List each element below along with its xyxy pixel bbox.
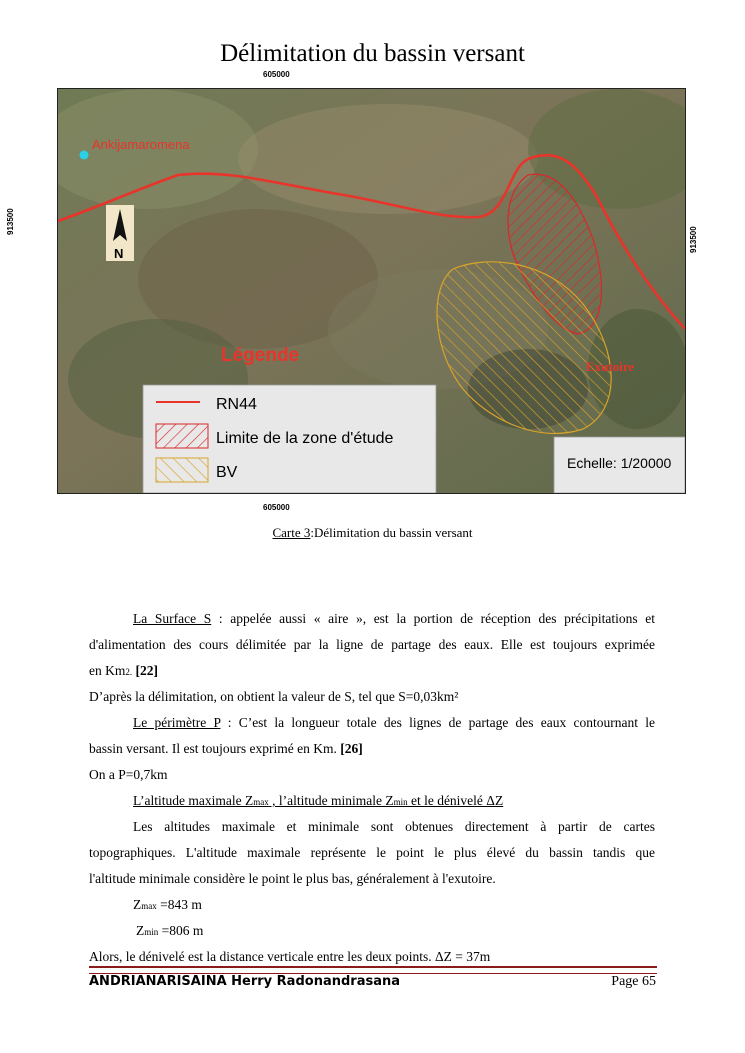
altitude-line-1: Les altitudes maximale et minimale sont obtenues directement à partir de cartes bbox=[133, 819, 655, 834]
legend-title: Légende bbox=[221, 345, 300, 366]
legend-item-road: RN44 bbox=[216, 396, 257, 413]
zmin-line bbox=[89, 918, 655, 945]
altitude-heading-a-sub: max bbox=[253, 797, 269, 807]
surface-unit-sub: 2. bbox=[125, 667, 133, 677]
map-caption bbox=[0, 525, 745, 541]
delta-line: Alors, le dénivelé est la distance verticale entre les deux points. ΔZ = 37m bbox=[89, 949, 491, 964]
terrain-patch bbox=[238, 104, 538, 214]
altitude-line-2: topographiques. L'altitude maximale représente le point le plus élevé du bassin tandis que bbox=[89, 845, 655, 860]
legend-item-zone: Limite de la zone d'étude bbox=[216, 430, 394, 447]
scale-box bbox=[554, 437, 685, 493]
legend-item-bv: BV bbox=[216, 464, 238, 481]
coord-left-label: 913500 bbox=[6, 208, 15, 235]
place-dot bbox=[80, 151, 89, 160]
surface-unit: en Km bbox=[89, 663, 126, 678]
surface-line-1 bbox=[89, 606, 655, 632]
north-arrow-icon bbox=[106, 205, 134, 261]
footer-page-number: Page 65 bbox=[611, 974, 656, 989]
zmax-sub: max bbox=[141, 901, 157, 911]
zmin-sub: min bbox=[144, 927, 159, 937]
caption-ref: Carte 3 bbox=[272, 525, 311, 540]
perimeter-value: On a P=0,7km bbox=[89, 767, 168, 782]
footer-author: ANDRIANARISAINA Herry Radonandrasana bbox=[89, 974, 401, 989]
zmax-z: Z bbox=[133, 897, 142, 912]
surface-line-2: d'alimentation des cours délimitée par la ligne de partage des eaux. Elle est toujours exprimée bbox=[89, 637, 655, 652]
perimeter-reference: [26] bbox=[340, 741, 363, 756]
surface-text-1: : appelée aussi « aire », est la portion de réception des précipitations et bbox=[211, 611, 655, 626]
coord-top-label: 605000 bbox=[263, 70, 290, 79]
watershed-map bbox=[57, 88, 686, 494]
perimeter-line-2 bbox=[89, 736, 655, 762]
coord-bottom-label: 605000 bbox=[263, 503, 290, 512]
zmax-line bbox=[89, 892, 655, 919]
altitude-heading-text bbox=[133, 793, 503, 808]
legend-zone-swatch bbox=[156, 424, 208, 448]
altitude-heading bbox=[89, 788, 655, 815]
zmin-value: =806 m bbox=[158, 923, 204, 938]
altitude-heading-c: et le dénivelé ΔZ bbox=[407, 793, 504, 808]
surface-term: La Surface S bbox=[133, 611, 212, 626]
zmax-value: =843 m bbox=[156, 897, 202, 912]
coord-right-label: 913500 bbox=[689, 226, 698, 253]
caption-text: :Délimitation du bassin versant bbox=[310, 525, 473, 540]
altitude-heading-a: L’altitude maximale Z bbox=[133, 793, 254, 808]
footer-divider bbox=[89, 966, 657, 974]
map-title: Délimitation du bassin versant bbox=[220, 40, 525, 67]
altitude-heading-b: , l’altitude minimale Z bbox=[268, 793, 394, 808]
outlet-label: Exutoire bbox=[586, 359, 635, 374]
perimeter-text-1: : C’est la longueur totale des lignes de partage des eaux contournant le bbox=[220, 715, 655, 730]
altitude-heading-b-sub: min bbox=[393, 797, 408, 807]
place-label: Ankijamaromena bbox=[92, 137, 190, 152]
surface-reference: [22] bbox=[135, 663, 158, 678]
altitude-line-3: l'altitude minimale considère le point le plus bas, généralement à l'exutoire. bbox=[89, 871, 496, 886]
legend-box bbox=[143, 385, 436, 493]
surface-line-3 bbox=[89, 658, 655, 685]
perimeter-term: Le périmètre P bbox=[133, 715, 221, 730]
north-label: N bbox=[114, 246, 124, 261]
scale-label: Echelle: 1/20000 bbox=[567, 455, 672, 471]
perimeter-text-2: bassin versant. Il est toujours exprimé en Km. bbox=[89, 741, 341, 756]
perimeter-line-1 bbox=[89, 710, 655, 736]
zmin-z: Z bbox=[136, 923, 145, 938]
surface-value: D’après la délimitation, on obtient la valeur de S, tel que S=0,03km² bbox=[89, 689, 459, 704]
legend-bv-swatch bbox=[156, 458, 208, 482]
